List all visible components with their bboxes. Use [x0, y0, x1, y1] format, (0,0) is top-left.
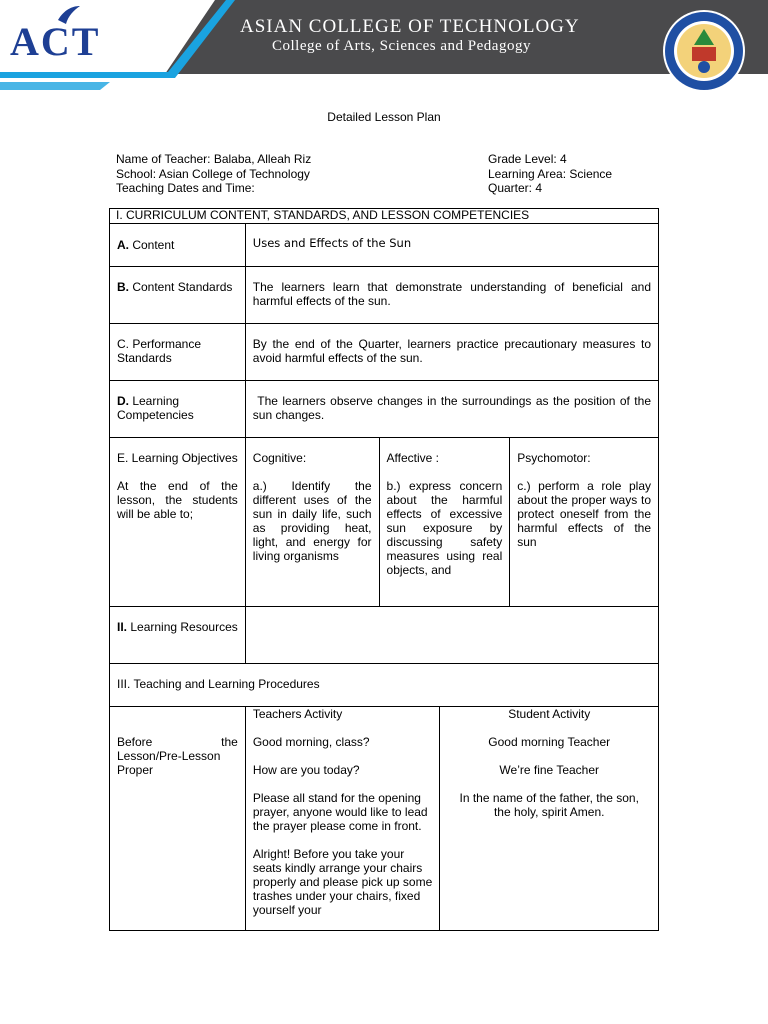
- learning-competencies-label: D. Learning Competencies: [117, 394, 194, 422]
- table-row: [110, 209, 659, 224]
- psychomotor-heading: Psychomotor:: [517, 451, 591, 465]
- learning-resources-value: [246, 607, 658, 619]
- table-row: [110, 267, 659, 324]
- content-value: Uses and Effects of the Sun: [252, 236, 412, 250]
- phase-label: Before the Lesson/Pre-Lesson Proper: [117, 735, 238, 777]
- performance-standards-value: By the end of the Quarter, learners practice precautionary measures to avoid harmful effects of the sun.: [252, 337, 651, 365]
- school-name: School: Asian College of Technology: [116, 166, 310, 181]
- teacher-line: Good morning, class?: [252, 735, 370, 749]
- teacher-line: How are you today?: [252, 763, 360, 777]
- info-left: [116, 152, 311, 196]
- document-title: Detailed Lesson Plan: [327, 110, 441, 124]
- cognitive-objective: a.) Identify the different uses of the sun in daily life, such as providing heat, light, and energy for living organisms: [252, 479, 372, 563]
- student-line: We’re fine Teacher: [499, 763, 600, 777]
- learning-competencies-value: The learners observe changes in the surroundings as the position of the sun changes.: [252, 394, 655, 422]
- affective-cell: [380, 438, 510, 583]
- student-line: In the name of the father, the son, the holy, spirit Amen.: [459, 791, 639, 819]
- table-row: [110, 707, 659, 931]
- college-name: ASIAN COLLEGE OF TECHNOLOGY: [240, 16, 580, 37]
- table-row: [110, 224, 659, 267]
- table-row: [110, 324, 659, 381]
- teacher-activity-heading: Teachers Activity: [252, 707, 343, 721]
- student-activity-cell: [440, 707, 658, 819]
- table-row: [110, 664, 659, 707]
- content-standards-label: B. Content Standards: [117, 280, 233, 294]
- competencies-table: [109, 208, 659, 707]
- cognitive-cell: [246, 438, 379, 569]
- cognitive-heading: Cognitive:: [252, 451, 307, 465]
- objectives-intro: At the end of the lesson, the students will be able to;: [117, 479, 238, 521]
- info-right: [488, 152, 612, 196]
- objectives-cell: [110, 438, 245, 527]
- objectives-label: E. Learning Objectives: [117, 451, 238, 465]
- table-row: [110, 438, 659, 607]
- table-row: [110, 381, 659, 438]
- act-logo: ACT: [10, 19, 101, 64]
- student-activity-heading: Student Activity: [508, 707, 591, 721]
- college-seal-icon: [662, 9, 746, 93]
- performance-standards-label: C. Performance Standards: [117, 337, 202, 365]
- affective-heading: Affective :: [386, 451, 439, 465]
- psychomotor-objective: c.) perform a role play about the proper ways to protect oneself from the harmful effects of the sun: [517, 479, 651, 549]
- teacher-name: Name of Teacher: Balaba, Alleah Riz: [116, 152, 312, 166]
- activities-table: [109, 706, 659, 931]
- teacher-activity-cell: [246, 707, 440, 917]
- affective-objective: b.) express concern about the harmful effects of excessive sun exposure by discussing safety measures using real objects, and: [386, 479, 503, 577]
- psychomotor-cell: [510, 438, 658, 555]
- table-row: [110, 607, 659, 664]
- content-label: A. Content: [117, 238, 175, 252]
- learning-resources-label: II. Learning Resources: [117, 620, 238, 634]
- college-subtitle: College of Arts, Sciences and Pedagogy: [272, 38, 531, 54]
- teacher-line: Please all stand for the opening prayer, anyone would like to lead the prayer please come in front.: [252, 791, 428, 833]
- quarter: Quarter: 4: [488, 181, 543, 195]
- learning-area: Learning Area: Science: [488, 166, 613, 181]
- procedures-heading: III. Teaching and Learning Procedures: [117, 677, 320, 691]
- grade-level: Grade Level: 4: [488, 152, 567, 166]
- section-heading: I. CURRICULUM CONTENT, STANDARDS, AND LESSON COMPETENCIES: [116, 208, 530, 222]
- teaching-dates: Teaching Dates and Time:: [116, 181, 255, 195]
- header-banner: [0, 0, 768, 100]
- student-line: Good morning Teacher: [488, 735, 611, 749]
- content-standards-value: The learners learn that demonstrate understanding of beneficial and harmful effects of the sun.: [252, 280, 651, 308]
- teacher-line: Alright! Before you take your seats kindly arrange your chairs properly and please pick up some trashes under your chairs, fixed yourself your: [252, 847, 433, 917]
